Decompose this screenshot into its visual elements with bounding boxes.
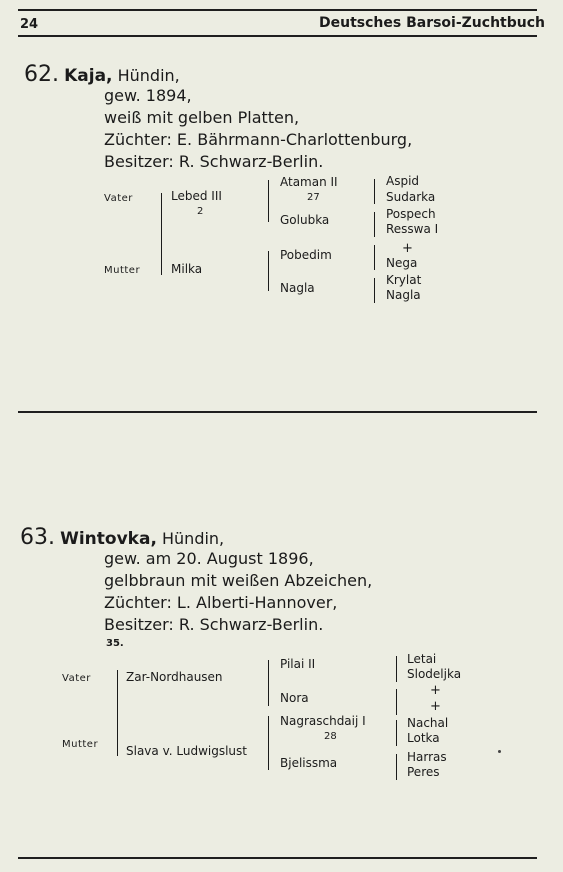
entry-owner: Besitzer: R. Schwarz-Berlin. <box>104 615 324 634</box>
unknown-ancestor-cross: + <box>430 699 441 714</box>
entry-heading <box>24 62 180 87</box>
mother-label: Mutter <box>104 265 141 276</box>
great-grandparent: Sudarka <box>386 190 436 204</box>
entry-breeder: Züchter: E. Bährmann-Charlottenburg, <box>104 130 413 149</box>
father-label: Vater <box>104 193 133 204</box>
grandparent-mm: Bjelissma <box>280 756 338 770</box>
gg-brace-3 <box>374 245 375 270</box>
grandparent-mf-ref: 28 <box>324 731 337 742</box>
great-grandparent: Letai <box>407 652 437 666</box>
great-grandparent: Resswa I <box>386 222 439 236</box>
great-grandparent: Aspid <box>386 174 420 188</box>
grandparents-brace-mother <box>268 251 269 291</box>
father-label: Vater <box>62 673 91 684</box>
gg-brace-4 <box>374 278 375 303</box>
gg-brace-1 <box>396 656 397 682</box>
mother-name: Milka <box>171 262 203 276</box>
grandparent-ff-ref: 27 <box>307 192 320 203</box>
grandparent-ff: Ataman II <box>280 175 338 189</box>
dog-sex: Hündin, <box>162 529 225 548</box>
entry-heading <box>20 525 224 550</box>
great-grandparent: Harras <box>407 750 447 764</box>
gg-brace-2 <box>374 212 375 237</box>
footer-rule <box>18 857 537 859</box>
grandparents-brace-father <box>268 660 269 706</box>
father-name: Zar-Nordhausen <box>126 670 223 684</box>
dog-name: Kaja, <box>64 66 113 86</box>
dog-name: Wintovka, <box>60 529 157 549</box>
grandparent-mf: Pobedim <box>280 248 332 262</box>
great-grandparent: Lotka <box>407 731 440 745</box>
grandparent-fm: Golubka <box>280 213 330 227</box>
header-top-rule <box>18 9 537 11</box>
great-grandparent: Peres <box>407 765 440 779</box>
grandparent-mm: Nagla <box>280 281 315 295</box>
great-grandparent: Slodeljka <box>407 667 462 681</box>
grandparent-fm: Nora <box>280 691 309 705</box>
great-grandparent: Krylat <box>386 273 422 287</box>
unknown-ancestor-cross: + <box>430 683 441 698</box>
entry-birth: gew. 1894, <box>104 86 192 105</box>
print-speck <box>498 750 501 753</box>
running-title: Deutsches Barsoi-Zuchtbuch <box>319 15 545 31</box>
gg-brace-2 <box>396 689 397 715</box>
entry-owner: Besitzer: R. Schwarz-Berlin. <box>104 152 324 171</box>
entry-breeder: Züchter: L. Alberti-Hannover, <box>104 593 338 612</box>
mother-name: Slava v. Ludwigslust <box>126 744 247 758</box>
grandparent-ff: Pilai II <box>280 657 316 671</box>
parents-brace <box>117 670 118 756</box>
unknown-ancestor-cross: + <box>402 241 413 256</box>
father-ref: 2 <box>197 206 204 217</box>
gg-brace-1 <box>374 179 375 204</box>
great-grandparent: Nachal <box>407 716 449 730</box>
entry-birth: gew. am 20. August 1896, <box>104 549 314 568</box>
entry-number: 63. <box>20 525 55 550</box>
gg-brace-4 <box>396 754 397 780</box>
header-bottom-rule <box>18 35 537 37</box>
entry-number: 62. <box>24 62 59 87</box>
father-name: Lebed III <box>171 189 222 203</box>
dog-sex: Hündin, <box>117 66 180 85</box>
entry-color: weiß mit gelben Platten, <box>104 108 300 127</box>
page-number: 24 <box>20 17 39 32</box>
great-grandparent: Pospech <box>386 207 436 221</box>
entry-reference: 35. <box>106 638 124 649</box>
grandparents-brace-father <box>268 180 269 222</box>
gg-brace-3 <box>396 720 397 746</box>
entry-color: gelbbraun mit weißen Abzeichen, <box>104 571 373 590</box>
great-grandparent: Nagla <box>386 288 421 302</box>
mother-label: Mutter <box>62 739 99 750</box>
grandparent-mf: Nagraschdaij I <box>280 714 366 728</box>
parents-brace <box>161 193 162 275</box>
grandparents-brace-mother <box>268 716 269 770</box>
entry-separator-rule <box>18 411 537 413</box>
great-grandparent: Nega <box>386 256 418 270</box>
